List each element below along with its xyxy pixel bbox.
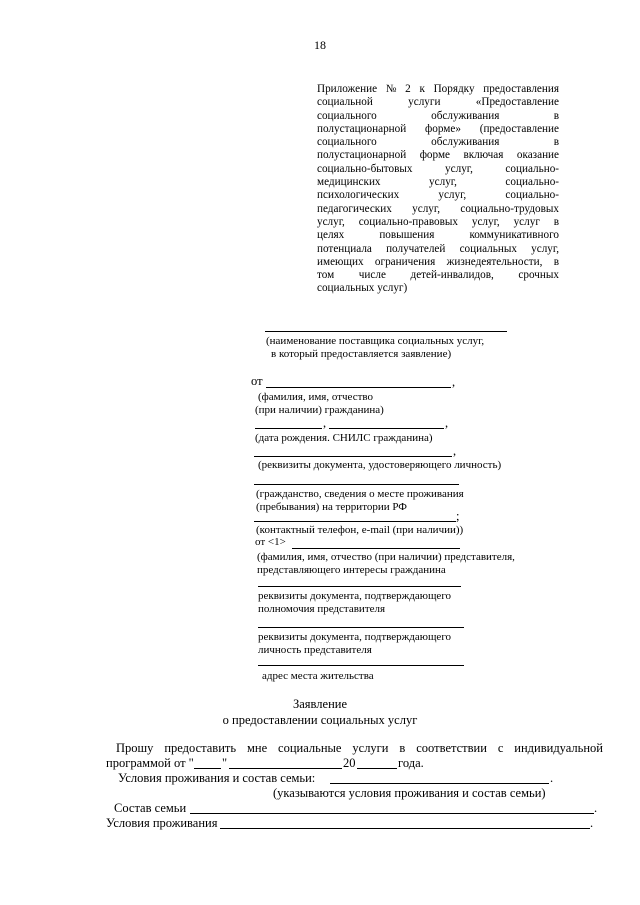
annex-word: в: [553, 215, 560, 228]
annex-word: полустационарной: [317, 149, 407, 162]
annex-word: ограничения: [374, 255, 436, 268]
annex-word: форме: [419, 149, 450, 162]
annex-line: [317, 216, 559, 229]
from-line-end: ,: [452, 375, 456, 389]
phone-caption: (контактный телефон, e-mail (при наличии)): [256, 524, 464, 536]
annex-line: [317, 136, 559, 149]
annex-word: обслуживания: [431, 136, 500, 149]
annex-word: срочных: [518, 269, 560, 282]
authority-document-line[interactable]: [258, 586, 461, 587]
request-line-2-end: года.: [398, 756, 424, 770]
annex-word: числе: [358, 269, 386, 282]
annex-word: получателей: [386, 242, 446, 255]
annex-line: [317, 189, 559, 202]
annex-reference-block: [317, 83, 559, 296]
annex-word: социальных: [459, 242, 517, 255]
request-line-1: Прошу предоставить мне социальные услуги в соответствии с индивидуальной: [116, 741, 603, 755]
annex-word: услуг,: [412, 202, 441, 215]
authority-caption-1: реквизиты документа, подтверждающего: [258, 590, 452, 602]
annex-word: жизнедеятельности,: [446, 255, 543, 268]
conditions-line-end: .: [550, 771, 554, 785]
living-line-end: .: [590, 816, 594, 830]
annex-word: включая: [463, 149, 504, 162]
living-conditions-line[interactable]: [220, 828, 590, 829]
annex-word: Порядку: [433, 83, 475, 95]
statement-title: Заявление: [292, 697, 347, 711]
annex-word: в: [553, 136, 560, 149]
phone-line-end: ;: [456, 509, 460, 523]
family-line-end: .: [594, 801, 598, 815]
annex-line: [317, 163, 559, 176]
conditions-line[interactable]: [330, 783, 549, 784]
rep-caption-2: представляющего интересы гражданина: [257, 564, 446, 576]
annex-word: оказание: [516, 149, 560, 162]
annex-word: социальных: [317, 282, 375, 295]
program-month-line[interactable]: [229, 768, 342, 769]
annex-line: [317, 123, 559, 136]
annex-word: услуг,: [531, 242, 559, 255]
snils-line[interactable]: [329, 428, 444, 429]
annex-word: 2: [405, 83, 411, 95]
annex-word: социально-правовых: [358, 215, 459, 228]
program-day-line[interactable]: [194, 768, 221, 769]
identity-caption-2: личность представителя: [258, 644, 372, 656]
annex-word: повышения: [379, 229, 435, 242]
family-label: Состав семьи: [114, 801, 187, 815]
statement-subtitle: о предоставлении социальных услуг: [222, 713, 418, 727]
annex-word: детей-инвалидов,: [410, 269, 494, 282]
page-number: 18: [314, 38, 326, 52]
annex-line: [317, 149, 559, 162]
annex-word: потенциала: [317, 242, 372, 255]
annex-word: обслуживания: [431, 109, 500, 122]
doc-caption: (реквизиты документа, удостоверяющего личность): [258, 459, 502, 471]
annex-word: коммуникативного: [469, 229, 559, 242]
annex-word: №: [385, 83, 397, 95]
birth-caption: (дата рождения. СНИЛС гражданина): [255, 432, 433, 444]
provider-caption-2: в который предоставляется заявление): [271, 348, 452, 360]
doc-line-end: ,: [453, 444, 457, 458]
request-line-2-start: программой от ": [106, 756, 194, 770]
rep-from-label: от <1>: [255, 536, 286, 548]
annex-word: услуг,: [471, 215, 500, 228]
fio-caption-2: (при наличии) гражданина): [255, 404, 384, 416]
family-composition-line[interactable]: [190, 813, 594, 814]
birth-date-line[interactable]: [255, 428, 322, 429]
annex-word: услуг): [377, 282, 408, 295]
residence-caption-1: (гражданство, сведения о месте проживания: [256, 488, 464, 500]
annex-word: социально-: [505, 176, 560, 189]
living-label: Условия проживания: [106, 816, 218, 830]
conditions-caption: (указываются условия проживания и состав семьи): [273, 786, 546, 800]
annex-word: психологических: [317, 189, 400, 202]
annex-line: [317, 229, 559, 242]
representative-name-line[interactable]: [292, 548, 460, 549]
annex-word: форме»: [425, 122, 461, 135]
annex-line: [317, 96, 559, 109]
birth-line-end: ,: [445, 416, 449, 430]
annex-line: [317, 269, 559, 282]
annex-word: имеющих: [317, 255, 364, 268]
annex-line: [317, 243, 559, 256]
annex-line: [317, 110, 559, 123]
annex-word: социального: [317, 136, 377, 149]
annex-line: [317, 176, 559, 189]
identity-caption-1: реквизиты документа, подтверждающего: [258, 631, 452, 643]
request-line-2-century: 20: [343, 756, 356, 770]
annex-word: Приложение: [317, 83, 378, 95]
birth-separator: ,: [323, 416, 327, 430]
annex-word: том: [317, 269, 335, 282]
address-line[interactable]: [258, 665, 464, 666]
annex-word: услуг,: [438, 189, 467, 202]
program-year-line[interactable]: [357, 768, 397, 769]
identity-document-line[interactable]: [254, 456, 452, 457]
annex-word: в: [553, 109, 560, 122]
fio-caption-1: (фамилия, имя, отчество: [258, 391, 374, 403]
annex-word: социально-: [505, 162, 560, 175]
annex-word: социальной: [317, 96, 373, 109]
conditions-label: Условия проживания и состав семьи:: [118, 771, 316, 785]
authority-caption-2: полномочия представителя: [258, 603, 386, 615]
residence-caption-2: (пребывания) на территории РФ: [256, 501, 407, 513]
annex-word: в: [553, 255, 560, 268]
annex-word: полустационарной: [317, 122, 407, 135]
address-caption: адрес места жительства: [262, 670, 374, 682]
rep-identity-line[interactable]: [258, 627, 464, 628]
annex-word: социально-бытовых: [317, 162, 413, 175]
annex-word: «Предоставление: [475, 96, 559, 109]
annex-word: предоставления: [483, 83, 559, 95]
annex-word: (предоставление: [479, 122, 559, 135]
provider-name-line[interactable]: [265, 331, 507, 332]
annex-word: социально-: [505, 189, 559, 202]
applicant-name-line[interactable]: [266, 387, 451, 388]
annex-word: услуг,: [317, 215, 345, 228]
annex-line: [317, 256, 559, 269]
annex-word: услуг,: [429, 176, 457, 189]
annex-word: целях: [317, 229, 345, 242]
residence-line[interactable]: [254, 484, 459, 485]
annex-word: услуги: [408, 96, 441, 109]
rep-caption-1: (фамилия, имя, отчество (при наличии) представителя,: [257, 551, 515, 563]
annex-line: [317, 83, 559, 96]
annex-word: социального: [317, 109, 377, 122]
annex-word: социально-трудовых: [460, 202, 560, 215]
from-label: от: [251, 374, 263, 388]
annex-word: к: [419, 83, 425, 95]
annex-word: услуг,: [445, 162, 473, 175]
annex-line: [317, 203, 559, 216]
annex-word: медицинских: [317, 176, 381, 189]
annex-word: услуг: [513, 215, 540, 228]
request-line-2-quote: ": [222, 756, 228, 770]
provider-caption-1: (наименование поставщика социальных услуг,: [266, 335, 485, 347]
annex-line: [317, 282, 559, 295]
contact-line[interactable]: [254, 521, 456, 522]
annex-word: педагогических: [317, 202, 392, 215]
